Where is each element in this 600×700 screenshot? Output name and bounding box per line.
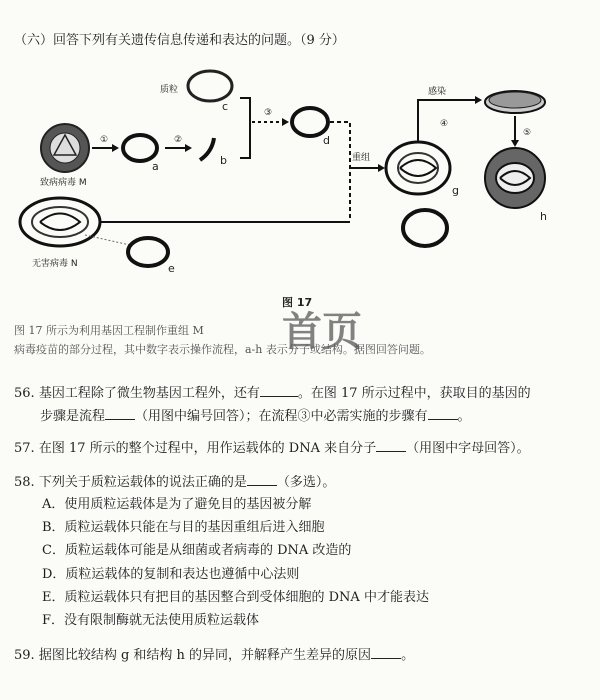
dna-d-icon [128,238,168,266]
step-5-label: ⑤ [523,128,532,138]
fragment-b-icon [200,138,214,160]
answer-blank[interactable] [247,472,277,486]
question-text: 据图比较结构 g 和结构 h 的异同，并解释产生差异的原因 [38,648,372,663]
step-3-label: ③ [264,108,273,118]
step-2-label: ② [174,135,183,145]
intro-line-2: 病毒疫苗的部分过程，其中数字表示操作流程，a-h 表示分子或结构。据图回答问题。 [14,343,431,356]
question-text: 。 [401,648,415,663]
infect-label: 感染 [428,87,447,97]
question-text: 。 [457,409,471,424]
answer-blank[interactable] [376,438,406,452]
question-number: 59. [14,648,35,663]
step-4-label: ④ [440,119,449,129]
question-text: 在图 17 所示的整个过程中，用作运载体的 DNA 来自分子 [38,441,377,456]
letter-h: h [540,210,547,223]
watermark: 首页 [282,309,362,355]
structure-g-icon [386,142,450,194]
question-56 [14,383,588,403]
question-text: 基因工程除了微生物基因工程外，还有 [38,386,260,401]
virus-m-label: 致病病毒 M [40,178,87,188]
letter-g: g [452,184,459,197]
question-57 [14,438,588,458]
letter-a: a [152,160,159,173]
virus-n-label: 无害病毒 N [32,259,78,269]
question-number: 58. [14,475,35,490]
option-b[interactable]: B．质粒运载体只能在与目的基因重组后进入细胞 [42,520,325,535]
virus-n-icon [20,198,100,246]
recombine-label: 重组 [352,153,371,163]
question-text: （多选）。 [276,475,336,490]
structure-h-icon [485,148,545,208]
letter-d: e [168,262,175,275]
option-d[interactable]: D．质粒运载体的复制和表达也遵循中心法则 [42,567,300,582]
section-heading: （六）回答下列有关遗传信息传递和表达的问题。（9 分） [14,33,345,48]
plasmid-label: 质粒 [160,85,179,95]
option-a[interactable]: A．使用质粒运载体是为了避免目的基因被分解 [42,497,312,512]
option-c[interactable]: C．质粒运载体可能是从细菌或者病毒的 DNA 改造的 [42,543,352,558]
answer-blank[interactable] [371,645,401,659]
question-text: 下列关于质粒运载体的说法正确的是 [38,475,247,490]
option-e[interactable]: E．质粒运载体只有把目的基因整合到受体细胞的 DNA 中才能表达 [42,590,429,605]
question-number: 56. [14,386,35,401]
letter-e: d [323,134,330,147]
option-f[interactable]: F．没有限制酶就无法使用质粒运载体 [42,613,260,628]
recombinant-e-icon [292,108,328,136]
letter-c: c [222,100,229,113]
question-text: （用图中字母回答）。 [406,441,530,456]
step-1-label: ① [100,135,109,145]
dna-a-icon [123,135,157,161]
question-58 [14,472,588,492]
question-text: 步骤是流程 [40,409,106,424]
question-number: 57. [14,441,35,456]
question-text: 。在图 17 所示过程中，获取目的基因的 [297,386,531,401]
letter-b: b [220,154,227,167]
answer-blank[interactable] [260,383,298,397]
figure-17-diagram [0,60,600,309]
question-59 [14,645,588,665]
dna-inner-icon [403,210,447,246]
question-text: （用图中编号回答）；在流程③中必需实施的步骤有 [135,409,428,424]
question-56-line2 [40,406,588,426]
answer-blank[interactable] [105,406,135,420]
figure-caption: 图 17 [282,296,313,309]
culture-dish-icon [485,91,545,113]
answer-blank[interactable] [428,406,458,420]
virus-m-icon [41,124,89,172]
plasmid-c-icon [188,71,232,101]
intro-line-1: 图 17 所示为利用基因工程制作重组 M [14,324,204,337]
